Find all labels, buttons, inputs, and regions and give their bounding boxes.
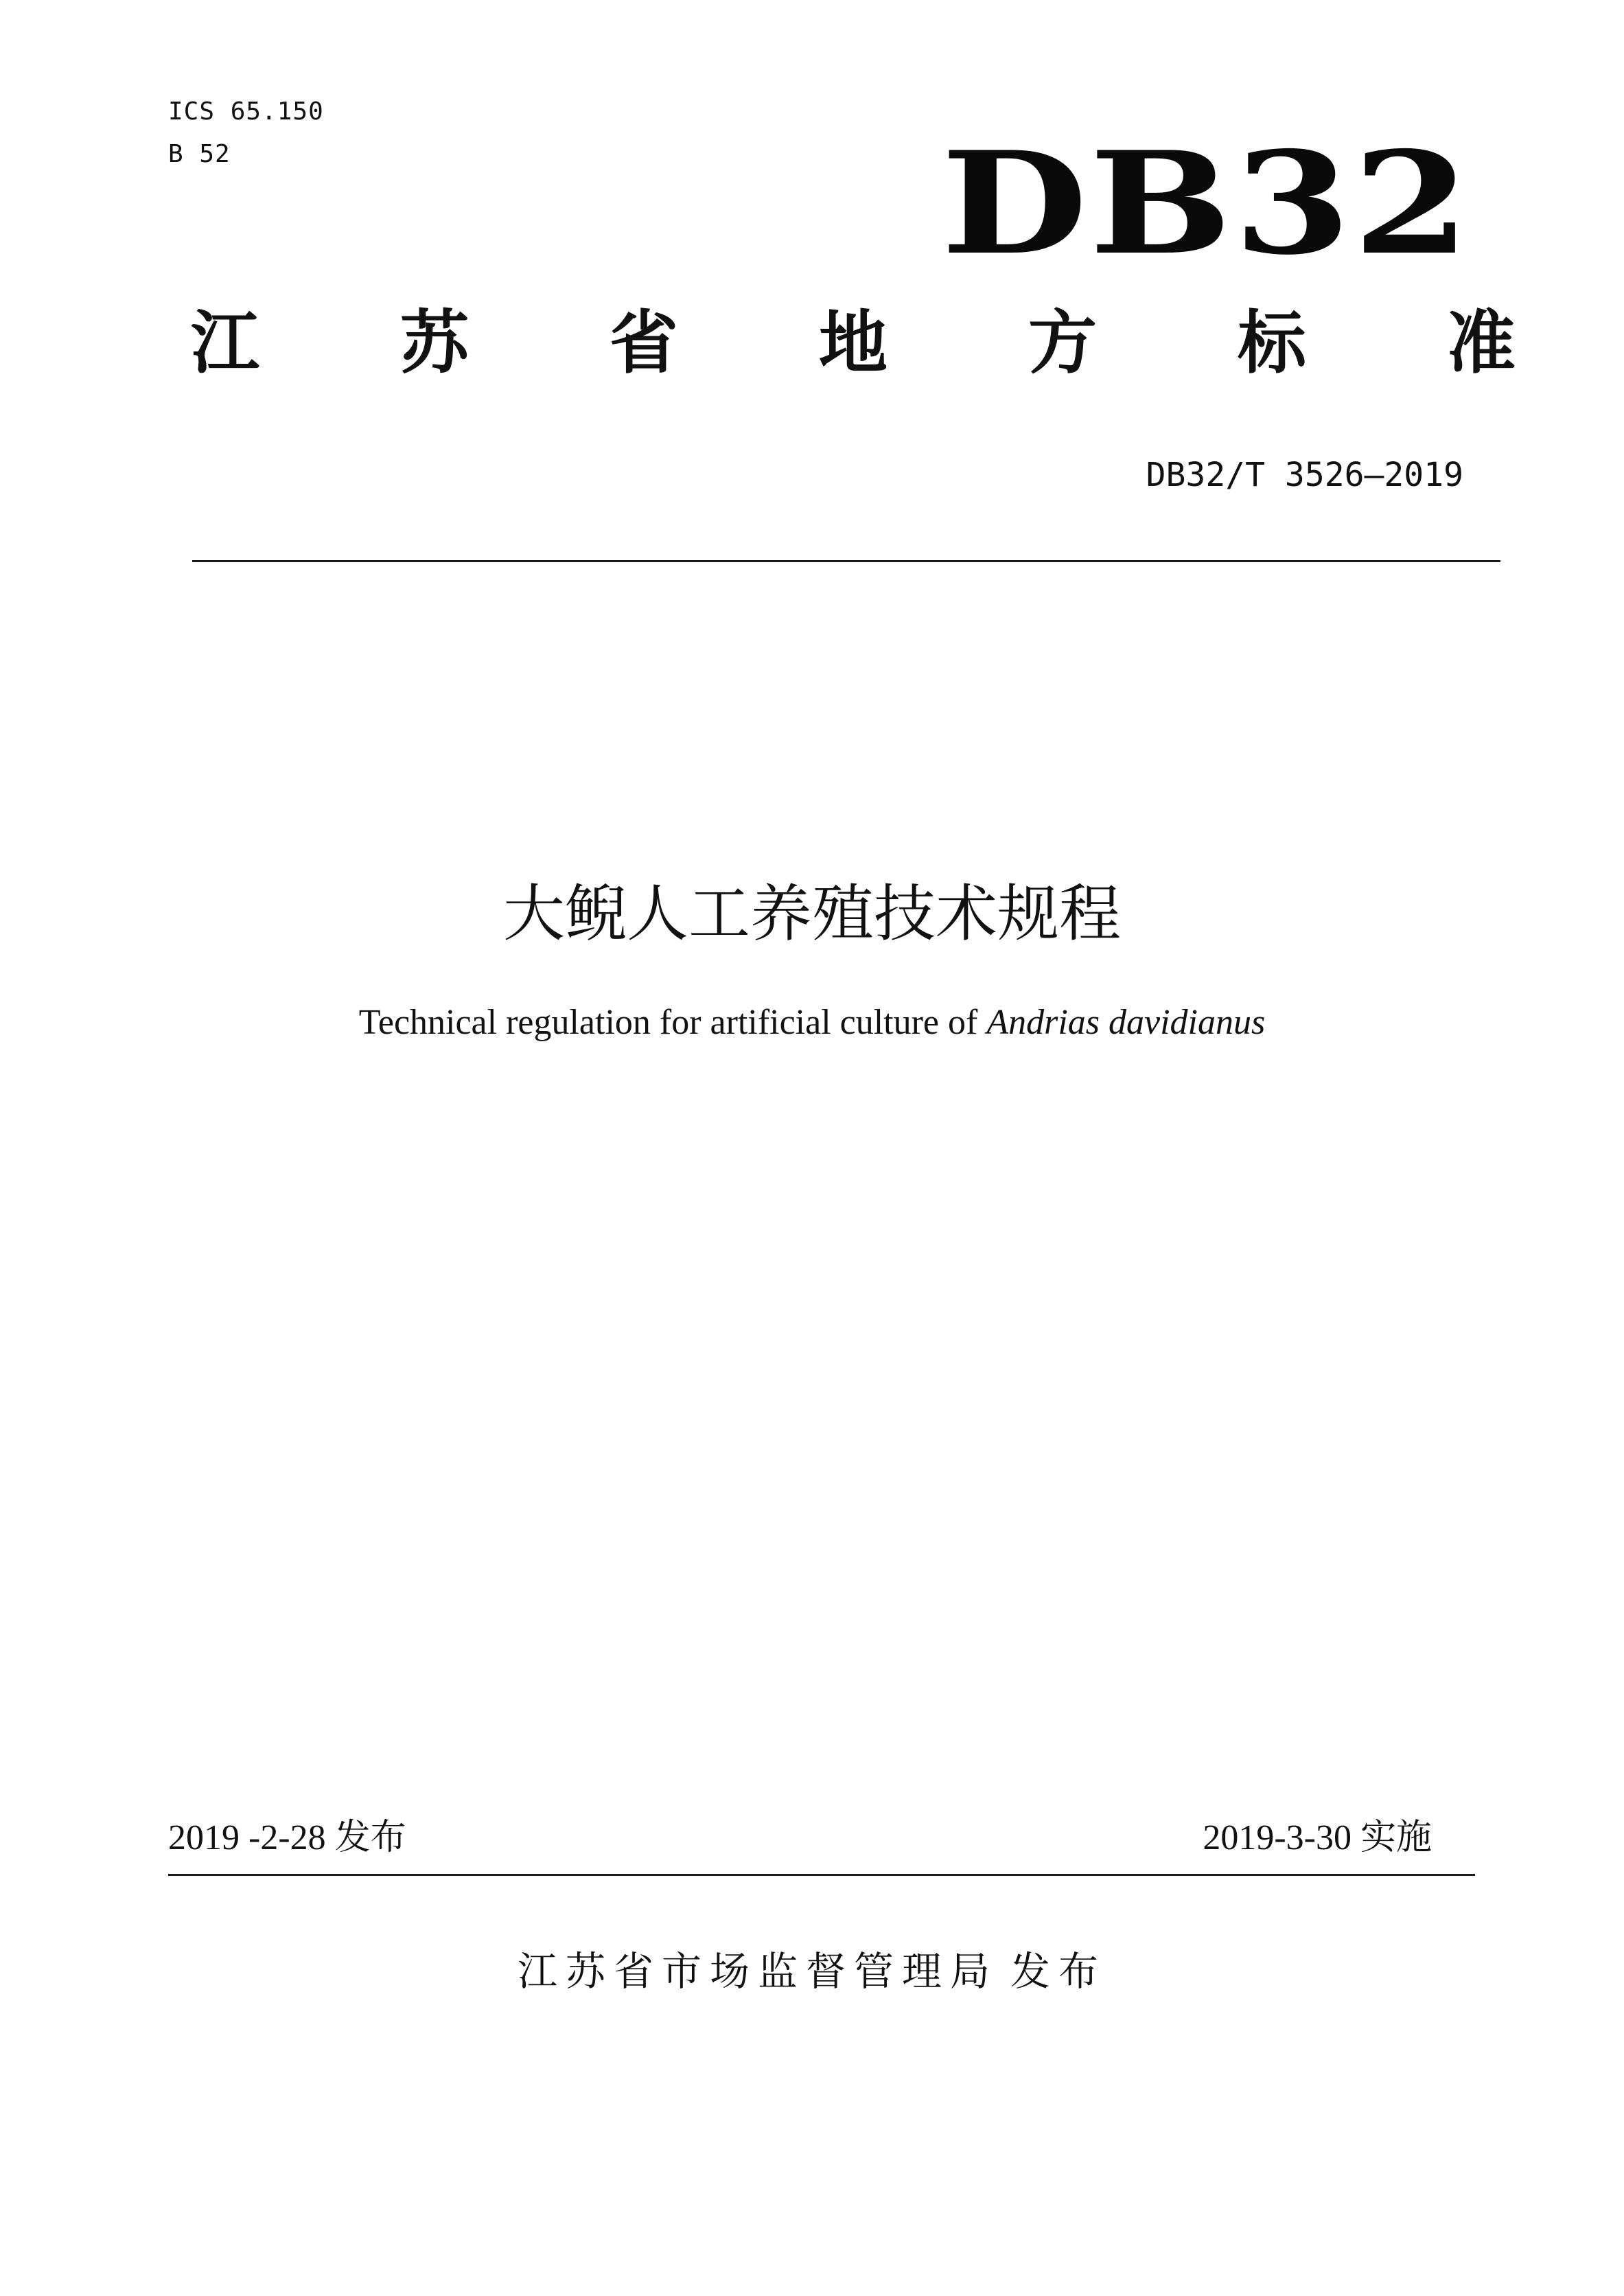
classification-code: B 52	[168, 140, 231, 168]
standard-type-char: 苏	[400, 303, 469, 383]
standard-type-char: 方	[1028, 303, 1097, 383]
standard-type-heading	[191, 303, 1516, 383]
publish-date: 2019 -2-28	[168, 1818, 326, 1857]
standard-type-char: 地	[819, 303, 888, 383]
title-english-species: Andrias davidianus	[986, 1003, 1266, 1042]
standard-type-char: 标	[1238, 303, 1306, 383]
publish-label: 发布	[334, 1818, 406, 1857]
standard-number: DB32/T 3526—2019	[1146, 456, 1463, 494]
ics-code: ICS 65.150	[168, 97, 324, 126]
standard-code-logo: DB32	[940, 121, 1472, 286]
publish-date-line	[168, 1808, 406, 1859]
issuer-line	[0, 1939, 1624, 1997]
title-english-prefix: Technical regulation for artificial culture of	[358, 1003, 978, 1042]
title-english	[0, 1002, 1624, 1043]
issuer-name: 江苏省市场监督管理局	[517, 1948, 998, 1995]
issuer-action: 发布	[1010, 1948, 1107, 1995]
implement-date: 2019-3-30	[1203, 1818, 1352, 1857]
header-divider	[192, 560, 1500, 562]
standard-type-char: 省	[610, 303, 678, 383]
title-chinese: 大鲵人工养殖技术规程	[503, 878, 1121, 950]
implement-date-line	[1203, 1808, 1432, 1859]
footer-divider	[168, 1874, 1475, 1876]
standard-type-char: 江	[191, 303, 259, 383]
implement-label: 实施	[1360, 1818, 1432, 1857]
standard-type-char: 准	[1447, 303, 1516, 383]
